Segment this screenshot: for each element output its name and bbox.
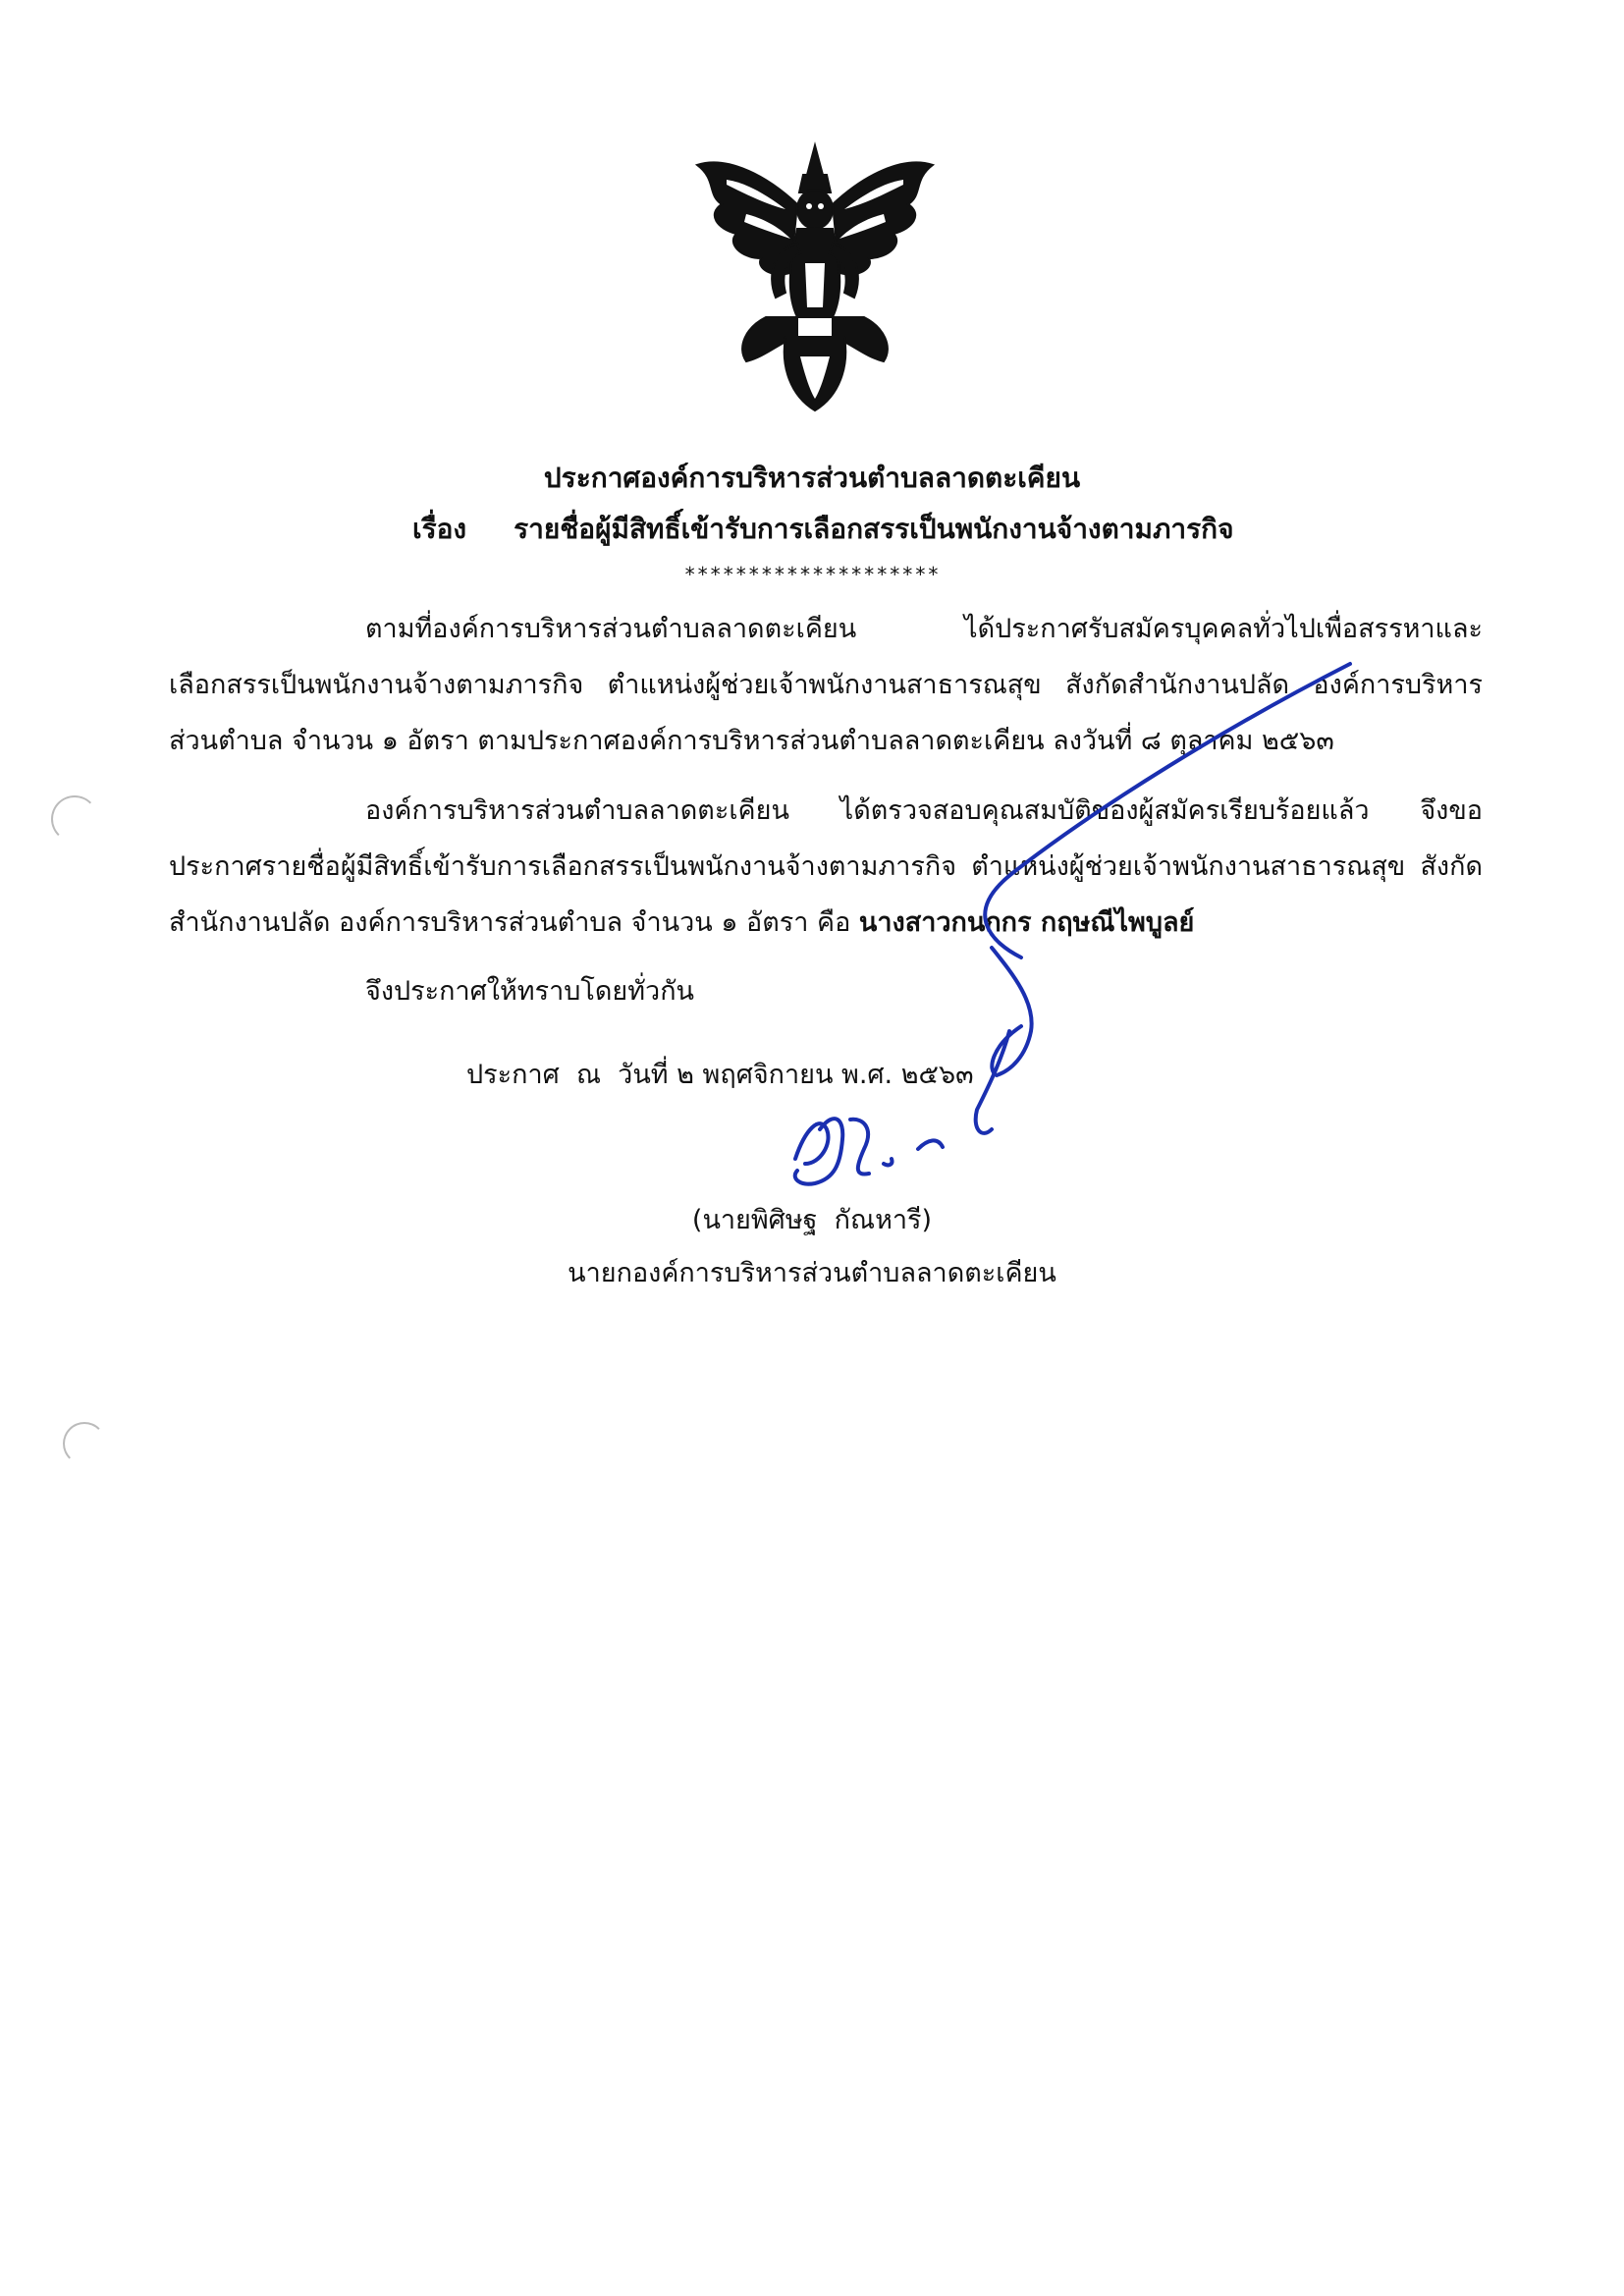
signatory-position: นายกองค์การบริหารส่วนตำบลลาดตะเคียน	[568, 1258, 1056, 1288]
closing-line: จึงประกาศให้ทราบโดยทั่วกัน	[365, 976, 694, 1007]
paragraph-2-text: องค์การบริหารส่วนตำบลลาดตะเคียน ได้ตรวจสอบคุณสมบัติของผู้สมัครเรียบร้อยแล้ว จึงขอประกาศรายชื่อผู้มีสิทธิ์เข้ารับการเลือกสรรเป็นพนักงานจ้างตามภารกิจ ตำแหน่งผู้ช่วยเจ้าพนักงานสาธารณสุข สังกัดสำนักงานปลัด องค์การบริหารส่วนตำบล จำนวน ๑ อัตรา คือ	[169, 795, 1483, 938]
document-title: ประกาศองค์การบริหารส่วนตำบลลาดตะเคียน	[543, 462, 1081, 494]
punch-hole-mark	[63, 1422, 106, 1465]
paragraph-2	[169, 783, 1483, 951]
paragraph-1-text: ตามที่องค์การบริหารส่วนตำบลลาดตะเคียน ได้ประกาศรับสมัครบุคคลทั่วไปเพื่อสรรหาและเลือกสรรเป็นพนักงานจ้างตามภารกิจ ตำแหน่งผู้ช่วยเจ้าพนักงานสาธารณสุข สังกัดสำนักงานปลัด องค์การบริหารส่วนตำบล จำนวน ๑ อัตรา ตามประกาศองค์การบริหารส่วนตำบลลาดตะเคียน ลงวันที่ ๘ ตุลาคม ๒๕๖๓	[169, 614, 1483, 756]
title-separator: ********************	[683, 563, 941, 586]
subject-text: รายชื่อผู้มีสิทธิ์เข้ารับการเลือกสรรเป็นพนักงานจ้างตามภารกิจ	[514, 513, 1234, 545]
announcement-date: ประกาศ ณ วันที่ ๒ พฤศจิกายน พ.ศ. ๒๕๖๓	[466, 1060, 974, 1090]
subject-line	[412, 513, 1234, 545]
signatory-name: (นายพิศิษฐ กัณหารี)	[691, 1205, 933, 1235]
candidate-name: นางสาวกนกกร กฤษณีไพบูลย์	[858, 907, 1195, 938]
paragraph-1	[169, 601, 1483, 769]
subject-label: เรื่อง	[412, 513, 467, 545]
garuda-emblem-icon	[687, 136, 943, 415]
punch-hole-mark	[51, 795, 98, 843]
